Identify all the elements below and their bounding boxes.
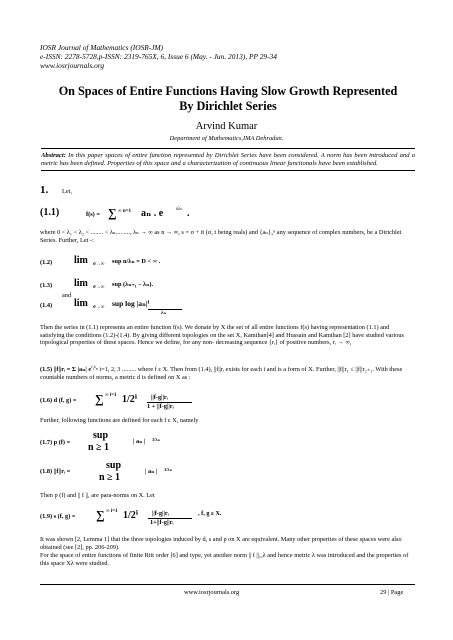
sup-condition: n ≥ 1 xyxy=(88,442,110,453)
eq-label: (1.6) d (f, g) = xyxy=(40,397,77,404)
equation-1-8 xyxy=(40,460,340,486)
equation-1-3 xyxy=(40,278,340,294)
eq-tail: , f, g ε X. xyxy=(198,510,222,517)
eq-rest: sup log |aₙ|ⁱ xyxy=(112,299,150,308)
abstract-label: Abstract: xyxy=(41,152,66,159)
sup-operator: sup xyxy=(93,430,109,441)
eq-denominator: λₙ xyxy=(161,311,167,316)
section-intro: Let, xyxy=(62,188,72,195)
eq-denominator: 1 + ||f-g||rᵢ xyxy=(147,403,174,410)
footer-website: www.iosrjournals.org xyxy=(184,589,240,596)
equation-1-1 xyxy=(40,205,340,223)
eq-fraction: 1/2ⁱ xyxy=(122,394,138,405)
eq-label: (1.3) xyxy=(40,282,53,289)
eq-label: (1.7) p (f) = xyxy=(40,439,71,446)
sum-limits: ∞ n=1 xyxy=(118,209,131,214)
author-affiliation: Department of Mathematics,IMA Dehradun. xyxy=(169,135,284,142)
sum-symbol: ∑ xyxy=(108,206,117,220)
eq-label: (1.2) xyxy=(40,259,53,266)
paper-title-line2: By Dirichlet Series xyxy=(179,99,277,113)
lim-operator: lim xyxy=(74,278,88,289)
eq-tail: . xyxy=(187,208,190,219)
eq-exponent: 1/λₙ xyxy=(164,467,173,472)
footer-rule xyxy=(40,584,415,585)
issn-line: e-ISSN: 2278-5728,p-ISSN: 2319-765X, 6, Issue 6 (May. - Jun. 2013), PP 29-34 xyxy=(40,52,277,61)
equation-1-7 xyxy=(40,430,340,456)
eq-numerator: ||f-g||rᵢ xyxy=(151,394,168,401)
paragraph-then: Then p (f) and || f ||, are para-norms on X. Let xyxy=(40,492,155,499)
lim-subscript: σ→∞ xyxy=(93,285,105,290)
eq-exponent: 1/λₙ xyxy=(152,437,161,442)
sup-operator: sup xyxy=(106,460,122,471)
sum-symbol: ∑ xyxy=(96,508,105,522)
section-number: 1. xyxy=(40,184,49,196)
eq-lhs: f(s) = xyxy=(86,211,100,218)
paragraph-shown: It was shown [2, Lemma 1] that the three topologies induced by d, s and p on X are equivalent. Many other properties of these spaces were also obtained (see [2], pp. 206-209). xyxy=(40,536,402,551)
eq-label: (1.8) ||f||rᵢ = xyxy=(40,468,71,475)
eq-fraction: 1/2ⁱ xyxy=(123,510,139,521)
equation-1-4 xyxy=(40,298,340,320)
sum-symbol: ∑ xyxy=(95,392,104,406)
eq-text: i=1, 2, 3 ......... where f ε X. Then from (1.4), ||f||rᵢ exists for each i and is a form of X. Further, ||f||r₁ ≤ ||f||r₂₊₁. With these countable numbers of norms, a metric d is defined on X as : xyxy=(40,366,403,381)
paragraph-where: where 0 < λ₁ < λ₂ < ........ < λₙ........., λₙ → ∞ as n → ∞, s = σ + it (σ, t being reals) and {aₙ}₁ⁿ any sequence of complex numbers, be a Dirichlet Series. Further, Let -: xyxy=(40,229,402,244)
lim-subscript: σ→∞ xyxy=(93,262,105,267)
lim-operator: lim xyxy=(74,298,88,309)
equation-1-9 xyxy=(40,506,360,530)
eq-label: (1.4) xyxy=(40,302,53,309)
journal-name: IOSR Journal of Mathematics (IOSR-JM) xyxy=(40,43,164,52)
equation-1-5: (1.5) ||f||rᵢ = Σ |aₙ| $e^{r_i\lambda_n}$ i=1, 2, 3 ......... where f ε X. Then from (1.4), ||f||rᵢ exists for each i and is a form of X. Further, ||f||r₁ ≤ ||f||r₂₊₁. With these countable numbers of norms, a metric d is defined on X as : xyxy=(40,364,403,381)
eq-label: (1.5) ||f||rᵢ = Σ |aₙ| e xyxy=(40,366,92,374)
eq-rest: sup (λₙ₊₁ – λₙ). xyxy=(112,281,154,288)
sum-limits: ∞ i=1 xyxy=(106,509,118,514)
paragraph-further: Further, following functions are defined for each f ε X, namely xyxy=(40,417,199,424)
abstract-text: In this paper spaces of entire function represented by Dirichlet Series have been considered. A norm has been introduced and a metric has been defined. Properties of this space and a characterization of continuous linear functionals have been established. xyxy=(41,152,415,168)
eq-denominator: 1+||f-g||rᵢ xyxy=(150,519,174,526)
paragraph-series: Then the series in (1.1) represents an entire function f(s). We donate by X the set of all entire functions f(s) having representation (1.1) and satisfying the conditions (1.2)-(1.4). By giving different topologies on the set X, Kamthan[4] and Hussain and Kamthan [2] have studied various topological properties of these spaces. Hence we define, for any non- decreasing sequence {rᵢ} of positive numbers, rᵢ → ∞, xyxy=(40,324,404,347)
eq-label: (1.9) s (f, g) = xyxy=(40,513,76,520)
sum-limits: ∞ i=1 xyxy=(105,393,117,398)
journal-website: www.iosrjournals.org xyxy=(40,61,105,70)
equation-1-6 xyxy=(40,391,340,415)
paragraph-ritt: For the space of entire functions of finite Ritt order [6] and type, yet another norm || f ||₁,λ and hence metric λ was introduced and the properties of this space Xλ were studied. xyxy=(40,552,409,567)
lim-subscript: σ→∞ xyxy=(93,305,105,310)
eq-rest: sup n/λₙ = D < ∞ . xyxy=(112,258,161,265)
and-word: and xyxy=(62,292,72,299)
page-number: 29 | Page xyxy=(380,589,404,596)
eq-rest: | aₙ | xyxy=(133,438,146,445)
equation-1-2 xyxy=(40,255,340,271)
abstract-box xyxy=(41,148,415,171)
eq-rest: | aₙ | xyxy=(145,468,158,475)
paper-title-line1: On Spaces of Entire Functions Having Slow Growth Represented xyxy=(58,84,398,98)
sup-condition: n ≥ 1 xyxy=(99,472,121,483)
eq-term: aₙ . e xyxy=(141,208,164,219)
eq-label: (1.1) xyxy=(40,207,60,218)
eq-exponent: sλₙ xyxy=(176,207,183,212)
lim-operator: lim xyxy=(74,255,88,266)
eq-numerator: ||f-g||rᵢ xyxy=(152,510,169,517)
author-name: Arvind Kumar xyxy=(195,121,258,132)
